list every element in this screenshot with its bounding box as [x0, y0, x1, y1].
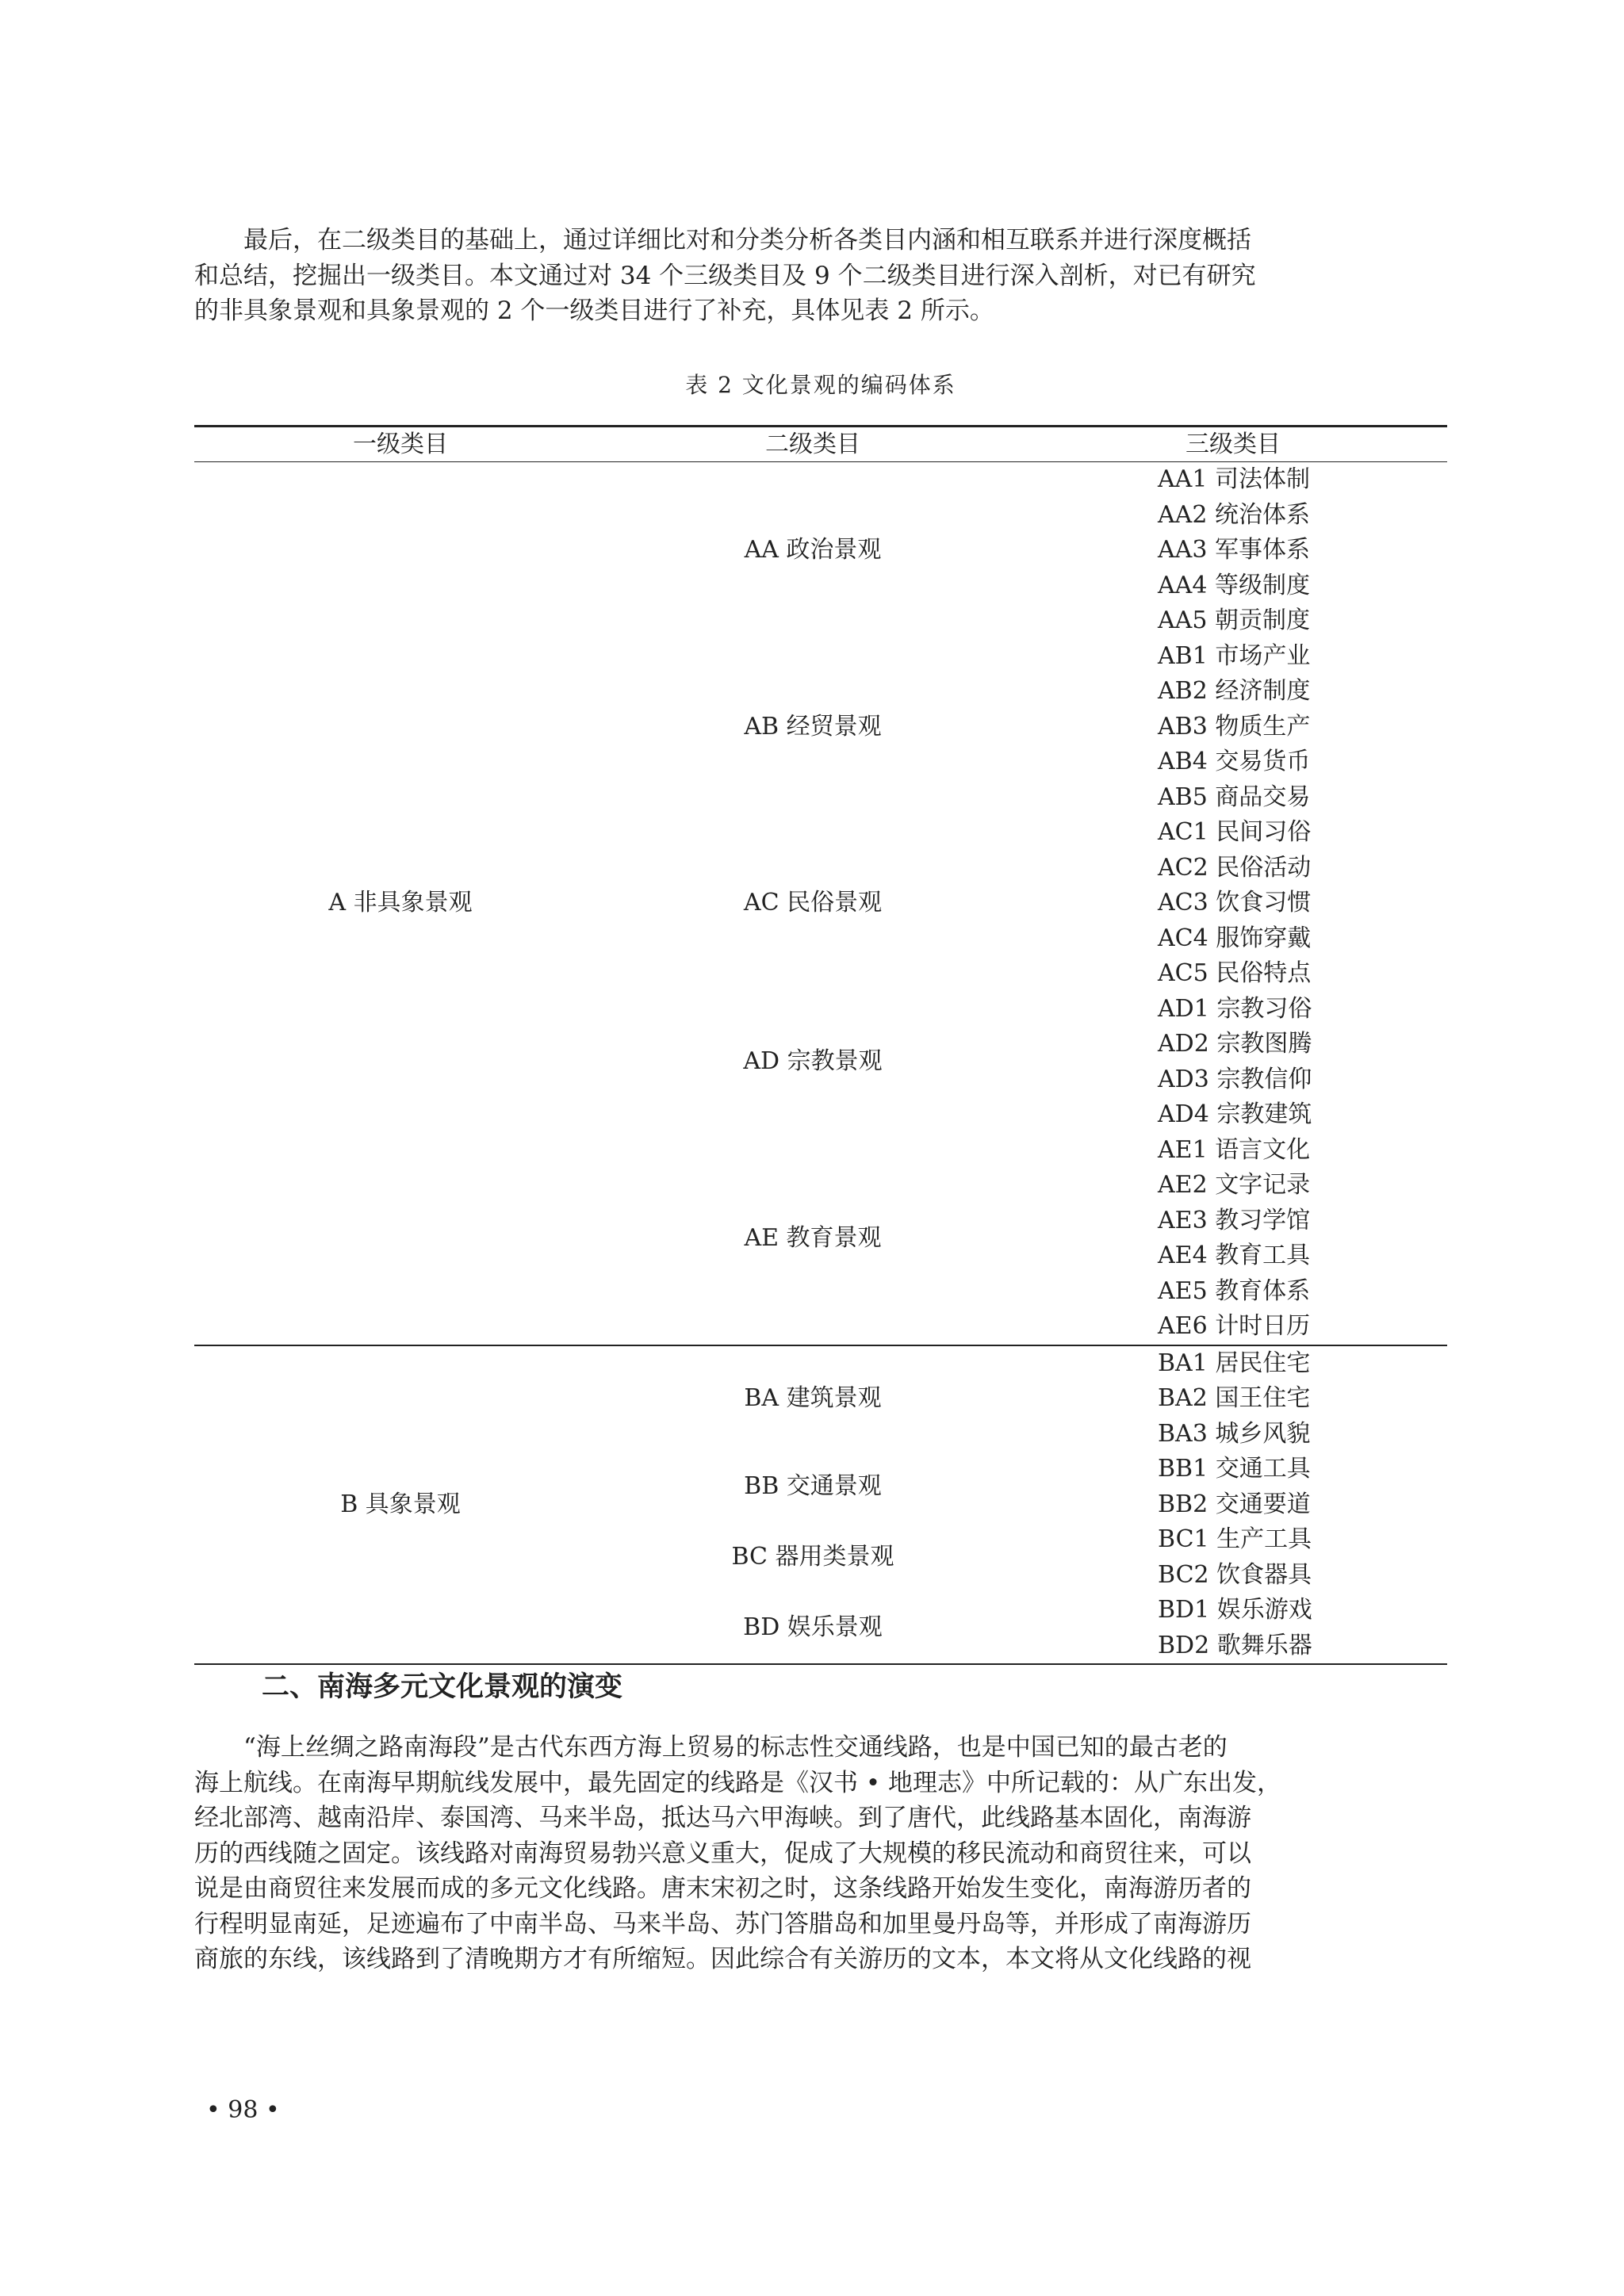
level3-label: BA1 居民住宅: [1158, 1349, 1311, 1377]
level3-label: AA1 司法体制: [1158, 465, 1310, 493]
body-line: 行程明显南延，足迹遍布了中南半岛、马来半岛、苏门答腊岛和加里曼丹岛等，并形成了南海游历: [194, 1909, 1251, 1938]
level3-label: BB1 交通工具: [1158, 1455, 1311, 1483]
body-line: 说是由商贸往来发展而成的多元文化线路。唐末宋初之时，这条线路开始发生变化，南海游历者的: [194, 1874, 1251, 1903]
level3-label: BA3 城乡风貌: [1158, 1419, 1311, 1448]
level3-cell: [1019, 1452, 1447, 1487]
level3-label: AA2 统治体系: [1158, 500, 1310, 529]
level3-label: BD2 歌舞乐器: [1158, 1631, 1312, 1659]
body-line: “海上丝绸之路南海段”是古代东西方海上贸易的标志性交通线路，也是中国已知的最古老的: [243, 1733, 1228, 1762]
level3-cell: [1019, 1238, 1447, 1274]
level3-cell: [1019, 1417, 1447, 1452]
level3-cell: [1019, 886, 1447, 921]
level3-label: BC1 生产工具: [1158, 1525, 1312, 1553]
level3-label: AA5 朝贡制度: [1158, 607, 1310, 634]
level3-label: AA3 军事体系: [1158, 536, 1310, 564]
table-row: [194, 462, 1447, 498]
level3-label: AD3 宗教信仰: [1158, 1065, 1312, 1093]
header-level1: 一级类目: [353, 430, 448, 458]
level2-cell: AB 经贸景观: [744, 712, 882, 740]
level3-cell: [1019, 498, 1447, 534]
level3-label: AB2 经济制度: [1158, 677, 1311, 705]
level3-label: AE5 教育体系: [1158, 1276, 1311, 1305]
level3-cell: [1019, 956, 1447, 992]
level3-cell: [1019, 1522, 1447, 1558]
level3-cell: [1019, 639, 1447, 675]
level3-label: AC5 民俗特点: [1158, 959, 1312, 987]
level3-label: AE2 文字记录: [1158, 1171, 1311, 1199]
level3-cell: [1019, 1309, 1447, 1345]
level3-cell: [1019, 851, 1447, 886]
level3-cell: [1019, 1027, 1447, 1062]
level3-cell: [1019, 1133, 1447, 1169]
level1-cell: A 非具象景观: [328, 889, 473, 916]
level3-cell: [1019, 815, 1447, 851]
level3-cell: [1019, 1062, 1447, 1098]
intro-paragraph: [194, 223, 1447, 329]
level3-label: AD1 宗教习俗: [1158, 994, 1312, 1023]
level3-label: AB5 商品交易: [1158, 783, 1311, 811]
level3-cell: [1019, 674, 1447, 710]
body-line: 海上航线。在南海早期航线发展中，最先固定的线路是《汉书 • 地理志》中所记载的：从广东出发，: [194, 1768, 1281, 1797]
level3-label: AE1 语言文化: [1158, 1135, 1311, 1164]
level3-label: AC1 民间习俗: [1158, 818, 1312, 846]
level2-cell: AD 宗教景观: [743, 1047, 883, 1076]
level2-cell: AC 民俗景观: [743, 889, 883, 916]
body-line: 商旅的东线，该线路到了清晚期方才有所缩短。因此综合有关游历的文本，本文将从文化线路的视: [194, 1945, 1251, 1973]
section-title: 二、南海多元文化景观的演变: [262, 1671, 623, 1703]
header-level3: 三级类目: [1185, 430, 1281, 458]
level3-label: AE3 教习学馆: [1158, 1206, 1311, 1234]
level3-label: AE4 教育工具: [1158, 1242, 1311, 1269]
intro-line: 最后，在二级类目的基础上，通过详细比对和分类分析各类目内涵和相互联系并进行深度概括: [243, 226, 1251, 254]
group-b: [194, 1345, 1447, 1665]
level3-cell: [1019, 1203, 1447, 1239]
level3-cell: [1019, 462, 1447, 498]
intro-line: 的非具象景观和具象景观的 2 个一级类目进行了补充，具体见表 2 所示。: [194, 297, 994, 325]
level2-cell: BB 交通景观: [744, 1472, 882, 1501]
level3-label: AC4 服饰穿戴: [1158, 924, 1312, 952]
table-caption: 表 2 文化景观的编码体系: [685, 372, 956, 398]
level3-cell: [1019, 1593, 1447, 1628]
level3-cell: [1019, 568, 1447, 604]
page-number: • 98 •: [206, 2096, 280, 2124]
level3-label: BD1 娱乐游戏: [1158, 1596, 1312, 1624]
level2-cell: AA 政治景观: [744, 536, 882, 564]
level3-cell: [1019, 992, 1447, 1027]
level3-cell: [1019, 533, 1447, 568]
body-line: 经北部湾、越南沿岸、泰国湾、马来半岛，抵达马六甲海峡。到了唐代，此线路基本固化，南海游: [194, 1804, 1251, 1832]
level3-cell: [1019, 1487, 1447, 1523]
page: [194, 0, 1447, 2296]
level3-cell: [1019, 1558, 1447, 1594]
level3-cell: [1019, 603, 1447, 639]
intro-line: 和总结，挖掘出一级类目。本文通过对 34 个三级类目及 9 个二级类目进行深入剖析，对已有研究: [194, 261, 1256, 290]
level3-label: BC2 饮食器具: [1158, 1560, 1312, 1589]
level1-cell: B 具象景观: [340, 1490, 461, 1518]
table-header-row: [194, 427, 1447, 462]
level3-label: AA4 等级制度: [1158, 571, 1310, 599]
level3-cell: [1019, 1168, 1447, 1203]
level2-cell: AE 教育景观: [744, 1223, 882, 1252]
level3-label: BA2 国王住宅: [1158, 1384, 1311, 1412]
level3-label: AB3 物质生产: [1158, 712, 1311, 740]
header-level2: 二级类目: [765, 430, 860, 458]
level3-cell: [1019, 780, 1447, 816]
level3-cell: [1019, 744, 1447, 780]
level3-cell: [1019, 1381, 1447, 1417]
level2-cell: BD 娱乐景观: [743, 1613, 883, 1642]
level3-label: AD4 宗教建筑: [1158, 1100, 1312, 1128]
level3-label: AE6 计时日历: [1158, 1312, 1311, 1340]
level2-cell: BA 建筑景观: [744, 1384, 882, 1412]
level3-cell: [1019, 1274, 1447, 1310]
level3-cell: [1019, 1345, 1447, 1382]
table-row: [194, 1345, 1447, 1382]
level3-cell: [1019, 710, 1447, 745]
level3-label: AB4 交易货币: [1158, 748, 1311, 775]
level3-label: AD2 宗教图腾: [1158, 1030, 1312, 1058]
level3-cell: [1019, 921, 1447, 957]
level3-label: AC3 饮食习惯: [1158, 889, 1312, 916]
group-a: [194, 462, 1447, 1345]
body-line: 历的西线随之固定。该线路对南海贸易勃兴意义重大，促成了大规模的移民流动和商贸往来，可以: [194, 1839, 1251, 1868]
level3-label: BB2 交通要道: [1158, 1490, 1311, 1518]
level2-cell: BC 器用类景观: [731, 1543, 894, 1571]
level3-cell: [1019, 1097, 1447, 1133]
coding-table: [194, 425, 1447, 1665]
level3-label: AC2 民俗活动: [1158, 853, 1312, 882]
level3-cell: [1019, 1628, 1447, 1665]
level3-label: AB1 市场产业: [1158, 641, 1311, 670]
body-paragraph: [194, 1730, 1447, 1977]
